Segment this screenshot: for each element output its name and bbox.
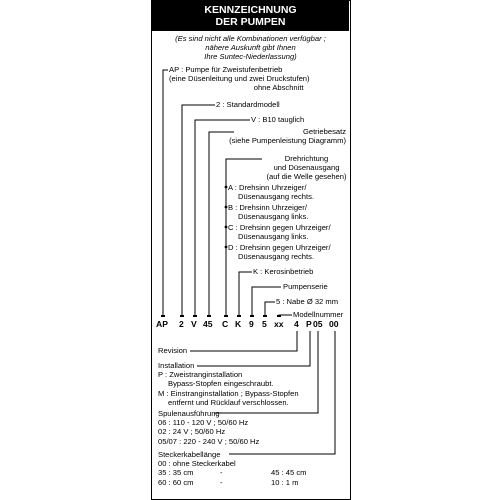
note-line: Ihre Suntec-Niederlassung)	[204, 52, 297, 62]
cable-separator: -	[220, 477, 223, 487]
install-p-line: Bypass-Stopfen eingeschraubt.	[168, 379, 274, 389]
cable-option: 10 : 1 m	[271, 477, 299, 487]
option-rot-c	[228, 223, 331, 241]
install-m-line: entfernt und Rücklauf verschlossen.	[168, 397, 289, 407]
cable-separator: -	[220, 468, 223, 478]
cable-option: 00 : ohne Steckerkabel	[158, 459, 236, 469]
code-v: V	[191, 319, 197, 329]
note-line: nähere Auskunft gibt Ihnen	[205, 43, 296, 53]
cable-option: 60 : 60 cm	[158, 477, 194, 487]
option-rot-b	[228, 203, 309, 221]
label-kerosene: K : Kerosinbetrieb	[253, 267, 314, 276]
label-rotation-line: (auf die Welle gesehen)	[266, 172, 347, 182]
label-installation	[158, 361, 299, 407]
label-ap-line: ohne Abschnitt	[253, 83, 304, 93]
code-2: 2	[179, 319, 184, 329]
code-00: 00	[329, 319, 339, 329]
coil-option: 02 : 24 V ; 50/60 Hz	[158, 427, 226, 437]
code-xx: xx	[274, 319, 284, 329]
option-line: Düsenausgang links.	[238, 232, 309, 242]
code-05: 05	[313, 319, 323, 329]
coil-option: 05/07 : 220 - 240 V ; 50/60 Hz	[158, 436, 260, 446]
section-title: Spulenausführung	[158, 409, 220, 418]
cable-option: 45 : 45 cm	[271, 468, 307, 478]
label-coil	[158, 409, 259, 446]
option-line: B : Drehsinn Uhrzeiger/	[228, 203, 307, 212]
code-k: K	[235, 319, 242, 329]
pump-designation-card	[151, 0, 351, 500]
option-line: A : Drehsinn Uhrzeiger/	[228, 183, 307, 192]
title-line-2: DER PUMPEN	[215, 16, 286, 28]
label-standard-model: 2 : Standardmodell	[216, 100, 280, 109]
label-ap-line: AP : Pumpe für Zweistufenbetrieb	[169, 65, 283, 74]
option-line: Düsenausgang rechts.	[238, 252, 314, 262]
label-pump-series: Pumpenserie	[283, 282, 328, 291]
section-title: Steckerkabellänge	[158, 450, 221, 459]
option-line: Düsenausgang links.	[238, 212, 309, 222]
label-gear-line: Getriebesatz	[302, 127, 346, 136]
label-model-number: Modellnummer	[293, 310, 344, 319]
option-rot-a	[228, 183, 314, 201]
cable-option: 35 : 35 cm	[158, 468, 194, 478]
code-4: 4	[294, 319, 299, 329]
code-p: P	[306, 319, 312, 329]
code-5: 5	[262, 319, 267, 329]
section-title: Installation	[158, 361, 195, 370]
label-rotation	[264, 154, 349, 182]
label-b10: V : B10 tauglich	[251, 115, 305, 124]
label-ap-line: (eine Düsenleitung und zwei Druckstufen)	[169, 74, 310, 84]
label-gear-line: (siehe Pumpenleistung Diagramm)	[229, 136, 346, 146]
label-ap	[169, 65, 310, 93]
note-line: (Es sind nicht alle Kombinationen verfügbar ;	[175, 34, 326, 43]
coil-option: 06 : 110 - 120 V ; 50/60 Hz	[158, 418, 249, 428]
install-p-line: P : Zweistranginstallation	[158, 370, 243, 380]
label-rotation-line: Drehrichtung	[284, 154, 329, 163]
label-revision: Revision	[158, 346, 188, 355]
option-line: Düsenausgang rechts.	[238, 192, 314, 202]
code-45: 45	[203, 319, 213, 329]
code-ap: AP	[156, 319, 168, 329]
code-c: C	[222, 319, 229, 329]
option-line: D : Drehsinn gegen Uhrzeiger/	[228, 243, 331, 252]
title-line-1: KENNZEICHNUNG	[204, 4, 297, 16]
option-rot-d	[228, 243, 331, 261]
option-line: C : Drehsinn gegen Uhrzeiger/	[228, 223, 331, 232]
label-cable	[158, 450, 307, 487]
label-rotation-line: und Düsenausgang	[273, 163, 340, 173]
label-hub: 5 : Nabe Ø 32 mm	[276, 297, 339, 306]
cable-row	[158, 468, 307, 478]
install-m-line: M : Einstranginstallation ; Bypass-Stopfen	[158, 388, 299, 398]
cable-row	[158, 477, 299, 487]
code-9: 9	[249, 319, 254, 329]
label-gear-set	[229, 127, 346, 145]
